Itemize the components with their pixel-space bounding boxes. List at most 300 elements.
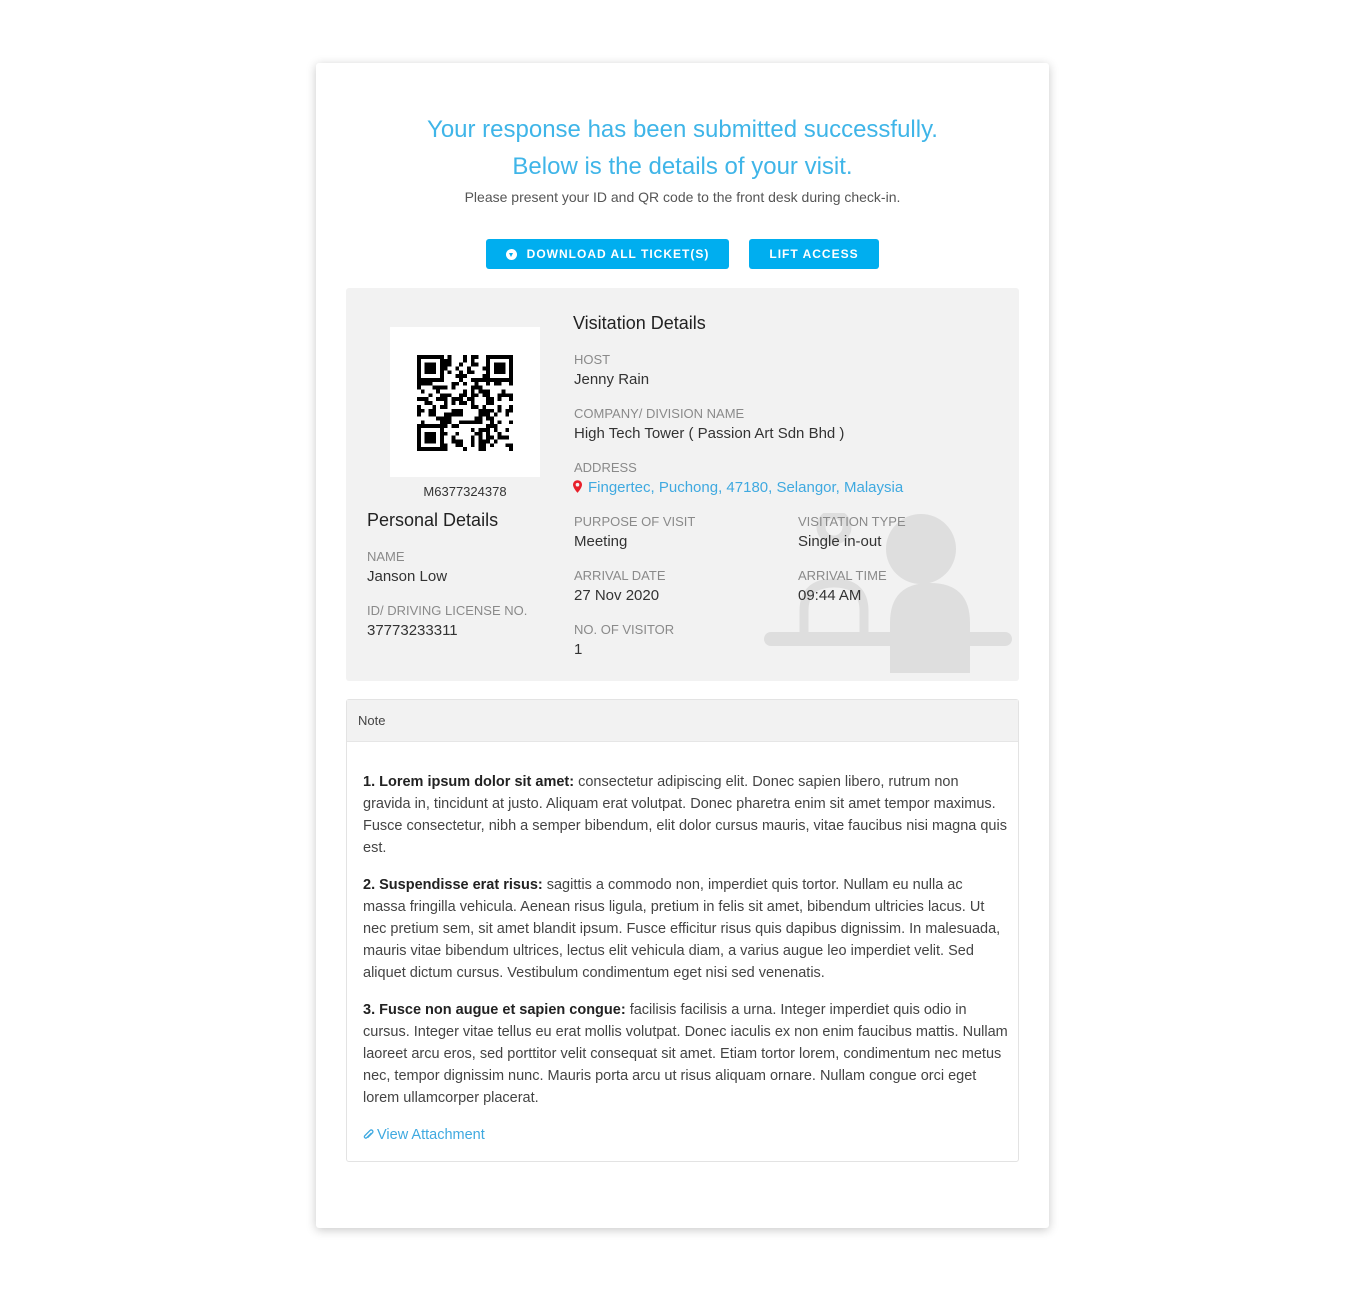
name-label: NAME — [367, 549, 405, 564]
lift-access-button[interactable] — [749, 239, 879, 269]
qr-module — [455, 424, 459, 428]
qr-module — [452, 397, 456, 401]
qr-module — [471, 405, 475, 409]
qr-module — [455, 413, 459, 417]
qr-module — [432, 405, 436, 409]
qr-module — [429, 382, 433, 386]
qr-module — [417, 428, 421, 432]
qr-module — [421, 409, 425, 413]
qr-module — [478, 378, 482, 382]
qr-module — [459, 409, 463, 413]
qr-module — [444, 359, 448, 363]
qr-module — [440, 428, 444, 432]
qr-module — [498, 393, 502, 397]
view-attachment-link[interactable] — [363, 1127, 485, 1143]
qr-module — [486, 374, 490, 378]
qr-module — [425, 355, 429, 359]
qr-module — [509, 370, 513, 374]
visitation-details-title: Visitation Details — [573, 313, 706, 333]
purpose-label: PURPOSE OF VISIT — [574, 514, 696, 529]
qr-module — [471, 439, 475, 443]
qr-module — [482, 405, 486, 409]
view-attachment-label: View Attachment — [377, 1127, 485, 1143]
qr-module — [417, 363, 421, 367]
qr-module — [486, 359, 490, 363]
qr-module — [486, 409, 490, 413]
visitor-name: Janson Low — [367, 568, 448, 585]
qr-module — [417, 447, 421, 451]
qr-module — [494, 370, 498, 374]
note-item-3 — [363, 999, 1008, 1109]
qr-module — [448, 413, 452, 417]
qr-module — [505, 409, 509, 413]
qr-module — [417, 382, 421, 386]
qr-module — [494, 424, 498, 428]
qr-module — [505, 413, 509, 417]
download-all-tickets-button[interactable] — [486, 239, 729, 269]
qr-module — [490, 397, 494, 401]
lift-access-label: LIFT ACCESS — [769, 247, 859, 261]
qr-module — [429, 378, 433, 382]
address-link[interactable] — [573, 479, 903, 496]
qr-module — [475, 416, 479, 420]
qr-module — [505, 393, 509, 397]
qr-module — [436, 447, 440, 451]
qr-module — [463, 382, 467, 386]
note-item-1-text: consectetur adipiscing elit. Donec sapien libero, rutrum non gravida in, tincidunt at justo. Aliquam erat volutpat. Donec pharetra enim sit amet tempor maximus. Fusce consectetur, nibh a semper bibendum, elit dolor cursus mauris, vitae faucibus nisi magna quis est. — [363, 774, 1007, 856]
qr-module — [498, 405, 502, 409]
qr-module — [440, 386, 444, 390]
personal-details-title: Personal Details — [367, 510, 499, 530]
qr-module — [459, 413, 463, 417]
note-panel — [346, 699, 1019, 1162]
qr-module — [417, 367, 421, 371]
qr-module — [436, 416, 440, 420]
qr-module — [475, 420, 479, 424]
qr-module — [440, 355, 444, 359]
qr-module — [471, 393, 475, 397]
qr-module — [421, 378, 425, 382]
qr-module — [452, 439, 456, 443]
qr-module — [417, 405, 421, 409]
qr-module — [498, 420, 502, 424]
qr-module — [429, 401, 433, 405]
qr-module — [429, 393, 433, 397]
qr-module — [452, 436, 456, 440]
qr-module — [486, 416, 490, 420]
qr-module — [444, 405, 448, 409]
qr-module — [475, 378, 479, 382]
qr-module — [475, 405, 479, 409]
visit-details-panel — [346, 288, 1019, 681]
qr-module — [459, 374, 463, 378]
qr-module — [467, 370, 471, 374]
qr-module — [444, 447, 448, 451]
qr-module — [501, 370, 505, 374]
qr-module — [486, 413, 490, 417]
qr-module — [463, 390, 467, 394]
qr-module — [471, 428, 475, 432]
qr-module — [448, 359, 452, 363]
id-license-number: 37773233311 — [367, 622, 458, 639]
qr-module — [498, 355, 502, 359]
qr-module — [417, 432, 421, 436]
qr-module — [505, 436, 509, 440]
qr-module — [482, 439, 486, 443]
qr-module — [440, 443, 444, 447]
qr-module — [478, 409, 482, 413]
qr-module — [475, 393, 479, 397]
qr-module — [444, 397, 448, 401]
qr-module — [429, 447, 433, 451]
qr-module — [432, 363, 436, 367]
qr-module — [448, 363, 452, 367]
qr-module — [421, 382, 425, 386]
qr-module — [440, 378, 444, 382]
qr-module — [509, 409, 513, 413]
address-text: Fingertec, Puchong, 47180, Selangor, Malaysia — [588, 479, 904, 496]
qr-module — [452, 382, 456, 386]
qr-module — [425, 439, 429, 443]
qr-module — [436, 386, 440, 390]
qr-module — [459, 420, 463, 424]
qr-module — [425, 436, 429, 440]
qr-module — [440, 405, 444, 409]
qr-module — [432, 424, 436, 428]
qr-module — [478, 447, 482, 451]
qr-module — [490, 355, 494, 359]
qr-module — [425, 424, 429, 428]
qr-module — [490, 443, 494, 447]
qr-module — [440, 367, 444, 371]
checkin-instruction: Please present your ID and QR code to the front desk during check-in. — [464, 189, 901, 205]
qr-module — [498, 382, 502, 386]
qr-module — [440, 359, 444, 363]
qr-module — [478, 432, 482, 436]
qr-module — [444, 424, 448, 428]
qr-module — [509, 397, 513, 401]
qr-module — [444, 420, 448, 424]
qr-module — [444, 393, 448, 397]
qr-module — [505, 378, 509, 382]
qr-module — [486, 390, 490, 394]
qr-module — [490, 409, 494, 413]
qr-module — [444, 416, 448, 420]
qr-module — [475, 432, 479, 436]
qr-module — [448, 393, 452, 397]
qr-module — [509, 355, 513, 359]
qr-module — [471, 420, 475, 424]
qr-module — [486, 397, 490, 401]
qr-module — [471, 443, 475, 447]
qr-module — [421, 397, 425, 401]
qr-module — [509, 443, 513, 447]
qr-module — [432, 355, 436, 359]
qr-module — [486, 436, 490, 440]
qr-module — [452, 409, 456, 413]
qr-module — [440, 363, 444, 367]
qr-module — [425, 432, 429, 436]
visitation-type-value: Single in-out — [798, 533, 882, 550]
qr-module — [509, 420, 513, 424]
success-heading: Your response has been submitted successfully. — [427, 116, 938, 143]
id-license-label: ID/ DRIVING LICENSE NO. — [367, 603, 528, 618]
ticket-id: M6377324378 — [423, 484, 507, 499]
company-name: High Tech Tower ( Passion Art Sdn Bhd ) — [574, 425, 845, 442]
qr-module — [440, 416, 444, 420]
qr-module — [501, 393, 505, 397]
qr-module — [417, 397, 421, 401]
qr-module — [475, 386, 479, 390]
note-item-2 — [363, 874, 1008, 984]
qr-module — [417, 386, 421, 390]
qr-module — [501, 367, 505, 371]
qr-module — [482, 374, 486, 378]
qr-module — [417, 443, 421, 447]
qr-module — [509, 382, 513, 386]
qr-module — [486, 370, 490, 374]
note-item-3-heading: 3. Fusce non augue et sapien congue: — [363, 1002, 626, 1018]
qr-module — [452, 401, 456, 405]
qr-module — [432, 432, 436, 436]
qr-module — [459, 443, 463, 447]
note-item-2-text: sagittis a commodo non, imperdiet quis tortor. Nullam eu nulla ac massa fringilla vehicula. Aenean risus ligula, pretium in felis sit amet, bibendum ultricies lacus. Ut nec pretium sem, sit amet blandit ipsum. Fusce efficitur risus quis dapibus dignissim. In malesuada, mauris vitae bibendum ultrices, lectus elit vehicula diam, a varius augue leo imperdiet velit. Sed aliquet dictum cursus. Vestibulum condimentum eget nisi sed venenatis. — [363, 877, 1001, 981]
qr-module — [436, 355, 440, 359]
qr-module — [471, 436, 475, 440]
download-all-tickets-label: DOWNLOAD ALL TICKET(S) — [526, 247, 710, 261]
qr-module — [448, 370, 452, 374]
arrival-date-label: ARRIVAL DATE — [574, 568, 666, 583]
visitor-count-value: 1 — [574, 641, 583, 658]
qr-module — [509, 378, 513, 382]
qr-module — [432, 436, 436, 440]
qr-module — [429, 436, 433, 440]
qr-module — [471, 386, 475, 390]
qr-module — [482, 443, 486, 447]
qr-module — [478, 436, 482, 440]
qr-module — [482, 367, 486, 371]
qr-module — [421, 390, 425, 394]
qr-module — [471, 378, 475, 382]
qr-module — [494, 378, 498, 382]
qr-module — [490, 424, 494, 428]
qr-module — [494, 428, 498, 432]
qr-module — [482, 409, 486, 413]
qr-module — [498, 367, 502, 371]
qr-module — [505, 428, 509, 432]
qr-module — [478, 413, 482, 417]
qr-module — [459, 401, 463, 405]
qr-module — [475, 355, 479, 359]
qr-module — [498, 378, 502, 382]
qr-module — [463, 359, 467, 363]
qr-module — [463, 355, 467, 359]
qr-module — [452, 413, 456, 417]
qr-module — [440, 420, 444, 424]
qr-module — [425, 370, 429, 374]
qr-module — [459, 370, 463, 374]
visitor-count-label: NO. OF VISITOR — [574, 622, 675, 637]
qr-module — [417, 378, 421, 382]
qr-module — [498, 370, 502, 374]
qr-module — [425, 447, 429, 451]
qr-module — [444, 443, 448, 447]
qr-module — [440, 447, 444, 451]
qr-module — [432, 386, 436, 390]
visit-confirmation-card — [316, 63, 1049, 1228]
qr-module — [463, 374, 467, 378]
qr-module — [482, 393, 486, 397]
qr-module — [505, 355, 509, 359]
qr-module — [459, 378, 463, 382]
qr-module — [444, 363, 448, 367]
qr-module — [429, 367, 433, 371]
company-label: COMPANY/ DIVISION NAME — [574, 406, 745, 421]
qr-module — [486, 367, 490, 371]
qr-module — [436, 378, 440, 382]
qr-module — [509, 359, 513, 363]
qr-module — [509, 447, 513, 451]
qr-module — [429, 355, 433, 359]
qr-module — [478, 439, 482, 443]
qr-module — [440, 432, 444, 436]
host-name: Jenny Rain — [574, 371, 650, 388]
qr-module — [440, 436, 444, 440]
qr-module — [494, 413, 498, 417]
qr-module — [448, 420, 452, 424]
qr-module — [432, 378, 436, 382]
qr-module — [490, 436, 494, 440]
qr-module — [440, 397, 444, 401]
qr-module — [417, 413, 421, 417]
qr-module — [486, 393, 490, 397]
qr-module — [494, 355, 498, 359]
qr-module — [455, 432, 459, 436]
host-label: HOST — [574, 352, 611, 367]
qr-module — [498, 363, 502, 367]
qr-module — [455, 443, 459, 447]
qr-module — [509, 367, 513, 371]
qr-module — [444, 367, 448, 371]
qr-module — [436, 390, 440, 394]
qr-module — [482, 390, 486, 394]
qr-module — [471, 363, 475, 367]
details-heading: Below is the details of your visit. — [512, 153, 853, 180]
qr-module — [498, 409, 502, 413]
qr-module — [440, 374, 444, 378]
qr-module — [444, 432, 448, 436]
qr-module — [455, 382, 459, 386]
qr-module — [475, 382, 479, 386]
qr-module — [440, 439, 444, 443]
qr-module — [498, 436, 502, 440]
qr-module — [440, 370, 444, 374]
qr-module — [452, 386, 456, 390]
qr-module — [467, 367, 471, 371]
qr-module — [429, 424, 433, 428]
qr-module — [478, 420, 482, 424]
qr-module — [436, 397, 440, 401]
qr-module — [505, 443, 509, 447]
qr-module — [425, 382, 429, 386]
qr-module — [501, 436, 505, 440]
qr-module — [417, 374, 421, 378]
qr-module — [436, 424, 440, 428]
qr-module — [501, 363, 505, 367]
qr-module — [494, 367, 498, 371]
qr-module — [459, 397, 463, 401]
qr-module — [455, 439, 459, 443]
qr-module — [417, 436, 421, 440]
qr-module — [482, 378, 486, 382]
qr-module — [471, 359, 475, 363]
qr-module — [467, 397, 471, 401]
qr-module — [432, 367, 436, 371]
qr-module — [509, 374, 513, 378]
qr-module — [455, 397, 459, 401]
qr-module — [429, 439, 433, 443]
qr-module — [421, 424, 425, 428]
qr-module — [463, 401, 467, 405]
qr-module — [490, 420, 494, 424]
qr-module — [463, 420, 467, 424]
qr-module — [432, 439, 436, 443]
qr-module — [482, 413, 486, 417]
qr-module — [444, 401, 448, 405]
qr-module — [455, 409, 459, 413]
qr-module — [459, 393, 463, 397]
note-item-3-text: facilisis facilisis a urna. Integer imperdiet quis odio in cursus. Integer vitae tellus eu erat mollis volutpat. Donec iaculis ex non enim faucibus mattis. Nullam laoreet arcu eros, sed porttitor velit consequat sit amet. Etiam tortor lorem, condimentum nec metus nec, tempor dignissim nunc. Mauris porta arcu ut risus aliquam ornare. Nullam congue orci eget lorem ullamcorper placerat. — [363, 1002, 1008, 1106]
qr-module — [494, 439, 498, 443]
qr-module — [482, 447, 486, 451]
qr-module — [486, 432, 490, 436]
qr-module — [421, 420, 425, 424]
note-body — [363, 771, 1008, 1146]
qr-module — [417, 370, 421, 374]
qr-module — [429, 363, 433, 367]
note-item-2-heading: 2. Suspendisse erat risus: — [363, 877, 543, 893]
qr-module — [432, 409, 436, 413]
qr-module — [498, 432, 502, 436]
qr-module — [425, 397, 429, 401]
qr-module — [425, 378, 429, 382]
qr-module — [478, 390, 482, 394]
download-circle-icon — [506, 249, 517, 260]
qr-module — [486, 363, 490, 367]
qr-module — [444, 386, 448, 390]
qr-module — [463, 447, 467, 451]
note-title: Note — [347, 700, 1018, 742]
qr-module — [432, 370, 436, 374]
qr-module — [490, 416, 494, 420]
qr-module — [471, 401, 475, 405]
qr-module — [463, 393, 467, 397]
note-item-1-heading: 1. Lorem ipsum dolor sit amet: — [363, 774, 575, 790]
qr-module — [417, 409, 421, 413]
qr-module — [452, 424, 456, 428]
address-label: ADDRESS — [574, 460, 637, 475]
qr-module — [478, 428, 482, 432]
qr-module — [501, 355, 505, 359]
qr-module — [417, 355, 421, 359]
qr-module — [486, 428, 490, 432]
qr-module — [421, 447, 425, 451]
map-pin-icon — [573, 480, 582, 493]
note-item-1 — [363, 771, 1008, 859]
qr-module — [501, 378, 505, 382]
qr-module — [509, 393, 513, 397]
qr-module — [509, 363, 513, 367]
